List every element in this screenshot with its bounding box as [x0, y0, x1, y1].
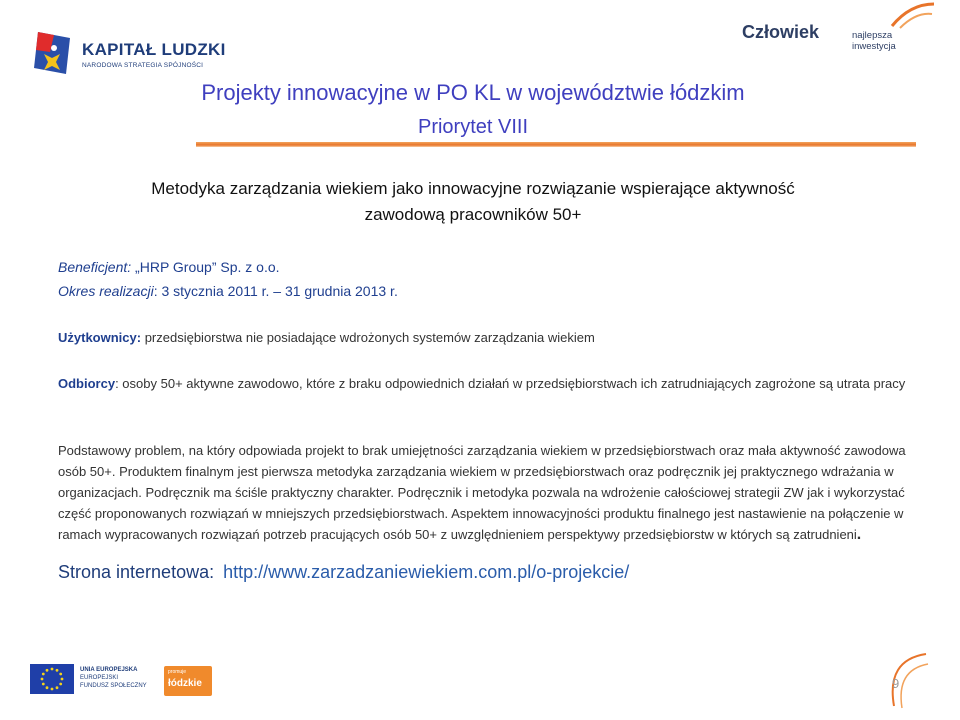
uzytkownicy-label: Użytkownicy:	[58, 330, 142, 345]
okres-realizacji	[58, 283, 398, 299]
problem-paragraph	[58, 440, 908, 545]
project-title-line1: Metodyka zarządzania wiekiem jako innowacyjne rozwiązanie wspierające aktywność	[151, 179, 795, 198]
page-number: 9	[892, 676, 900, 691]
kapital-ludzki-subtitle: NARODOWA STRATEGIA SPÓJNOŚCI	[82, 62, 204, 69]
uzytkownicy-paragraph	[58, 327, 908, 348]
ue-line3: FUNDUSZ SPOŁECZNY	[80, 683, 147, 689]
czlowiek-subtitle: najlepsza inwestycja	[852, 30, 896, 52]
odbiorcy-label: Odbiorcy	[58, 376, 116, 391]
website-link[interactable]: http://www.zarzadzaniewiekiem.com.pl/o-projekcie/	[223, 562, 630, 582]
ue-title: UNIA EUROPEJSKA	[80, 667, 138, 673]
kapital-ludzki-title: KAPITAŁ LUDZKI	[82, 40, 226, 59]
czlowiek-logo	[738, 0, 938, 50]
page-subtitle-priorytet: Priorytet VIII	[417, 116, 529, 138]
czlowiek-title: Człowiek	[742, 22, 820, 42]
okres-value: : 3 stycznia 2011 r. – 31 grudnia 2013 r.	[153, 283, 398, 299]
problem-text: Podstawowy problem, na który odpowiada projekt to brak umiejętności zarządzania wiekiem w przedsiębiorstwach oraz mała aktywność zawodowa osób 50+. Produktem finalnym jest pierwsza metodyka zarządzania wiekiem w przedsiębiorstwach oraz podręcznik jej praktycznego wdrażania w organizacjach. Podręcznik ma ściśle praktyczny charakter. Podręcznik i metodyka pozwala na wdrożenie całościowej strategii ZW jak i wykorzystać część proponowanych rozwiązań w mniejszych przedsiębiorstwach. Aspektem innowacyjności produktu finalnego jest nastawienie na połączenie w ramach wypracowanych rozwiązań potrzeb pracujących osób 50+ z uwzględnieniem perspektywy przedsiębiorstw w których są zatrudnieni	[58, 443, 906, 542]
lodzkie-small: promuje	[168, 669, 187, 675]
promuje-lodzkie-logo	[164, 666, 212, 696]
odbiorcy-text: : osoby 50+ aktywne zawodowo, które z braku odpowiednich działań w przedsiębiorstwach ich zatrudniających zagrożone są utrata pracy	[115, 376, 906, 391]
eu-flag-icon	[30, 664, 74, 694]
beneficjent-value: „HRP Group” Sp. z o.o.	[131, 259, 280, 275]
ue-line2: EUROPEJSKI	[80, 675, 119, 681]
title-divider	[196, 142, 916, 147]
project-title-line2: zawodową pracowników 50+	[364, 205, 582, 224]
corner-arc-icon	[880, 650, 930, 710]
ue-text	[80, 666, 147, 690]
kapital-ludzki-logo	[30, 28, 230, 88]
lodzkie-big: łódzkie	[168, 678, 202, 689]
project-title	[0, 176, 946, 228]
kapital-ludzki-flag-icon	[30, 28, 76, 84]
czlowiek-swoosh-icon	[888, 0, 938, 30]
beneficjent	[58, 259, 280, 275]
unia-europejska-logo	[30, 664, 150, 698]
uzytkownicy-text: przedsiębiorstwa nie posiadające wdrożonych systemów zarządzania wiekiem	[141, 330, 595, 345]
okres-label: Okres realizacji	[58, 283, 154, 299]
beneficjent-label: Beneficjent:	[58, 259, 132, 275]
page-title: Projekty innowacyjne w PO KL w województwie łódzkim	[201, 80, 745, 105]
website-label: Strona internetowa:	[58, 562, 215, 582]
odbiorcy-paragraph	[58, 373, 908, 394]
website-line	[58, 562, 629, 583]
problem-end: .	[856, 526, 862, 543]
